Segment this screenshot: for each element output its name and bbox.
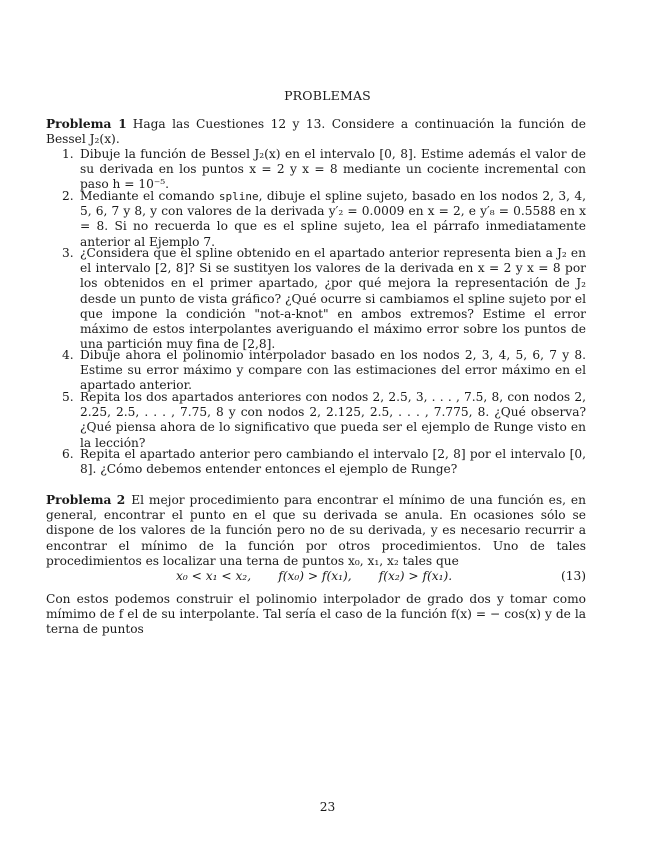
problem-2-continuation: Con estos podemos construir el polinomio interpolador de grado dos y tomar como mímimo de f el de su interpolante. Tal sería el caso de la función f(x) = − cos(x) y de la terna de puntos	[46, 592, 586, 637]
item-text: Dibuje la función de Bessel J₂(x) en el intervalo [0, 8]. Estime además el valor de su derivada en los puntos x = 2 y x = 8 mediante un cociente incremental con paso h = 10⁻⁵.	[80, 147, 586, 192]
command-name: spline	[218, 190, 259, 203]
page-number: 23	[319, 800, 336, 814]
item-text-after: , dibuje el spline sujeto, basado en los nodos 2, 3, 4, 5, 6, 7 y 8, y con valores de la derivada y′₂ = 0.0009 en x = 2, e y′₈ = 0.5588 en x = 8. Si no recuerda lo que es el spline sujeto, lea el párrafo inmediatamente anterior al Ejemplo 7.	[80, 189, 586, 249]
equation-formula: x₀ < x₁ < x₂, f(x₀) > f(x₁), f(x₂) > f(x₁).	[176, 569, 453, 583]
problem-1-label: Problema 1	[46, 117, 127, 131]
item-number: 1.	[62, 147, 74, 161]
item-text: ¿Considera que el spline obtenido en el apartado anterior representa bien a J₂ en el intervalo [2, 8]? Si se sustityen los valores de la derivada en x = 2 y x = 8 por los obtenidos en el primer apartado, ¿por qué mejora la representación de J₂ desde un punto de vista gráfico? ¿Qué ocurre si cambiamos el spline sujeto por el que impone la condición "not-a-knot" en ambos extremos? Estime el error máximo de estos interpolantes averiguando el máximo error sobre los puntos de una partición muy fina de [2,8].	[80, 246, 586, 352]
list-item	[62, 147, 586, 193]
problem-2-label: Problema 2	[46, 493, 126, 507]
item-number: 2.	[62, 189, 74, 203]
equation-number: (13)	[560, 569, 586, 583]
item-number: 4.	[62, 348, 74, 362]
problem-2-paragraph	[46, 493, 586, 569]
list-item	[62, 246, 586, 352]
section-heading: PROBLEMAS	[284, 88, 371, 103]
problem-2-text: El mejor procedimiento para encontrar el mínimo de una función es, en general, encontrar el punto en el que su derivada se anula. En ocasiones sólo se dispone de los valores de la función pero no de su derivada, y es necesario recurrir a encontrar el mínimo de la función por otros procedimientos. Uno de tales procedimientos es localizar una terna de puntos x₀, x₁, x₂ tales que	[46, 493, 586, 568]
list-item	[62, 447, 586, 477]
list-item	[62, 189, 586, 250]
list-item	[62, 348, 586, 394]
item-text: Repita los dos apartados anteriores con nodos 2, 2.5, 3, . . . , 7.5, 8, con nodos 2, 2.25, 2.5, . . . , 7.75, 8 y con nodos 2, 2.125, 2.5, . . . , 7.775, 8. ¿Qué observa? ¿Qué piensa ahora de lo significativo que pueda ser el ejemplo de Runge visto en la lección?	[80, 390, 586, 450]
item-text: Dibuje ahora el polinomio interpolador basado en los nodos 2, 3, 4, 5, 6, 7 y 8. Estime su error máximo y compare con las estimaciones del error máximo en el apartado anterior.	[80, 348, 586, 393]
item-number: 3.	[62, 246, 74, 260]
list-item	[62, 390, 586, 451]
item-number: 5.	[62, 390, 74, 404]
problem-1-intro	[46, 117, 586, 147]
problem-1-intro-text: Haga las Cuestiones 12 y 13. Considere a continuación la función de Bessel J₂(x).	[46, 117, 587, 147]
item-text-before: Mediante el comando	[80, 189, 215, 203]
item-text: Repita el apartado anterior pero cambiando el intervalo [2, 8] por el intervalo [0, 8]. ¿Cómo debemos entender entonces el ejemplo de Runge?	[80, 447, 586, 477]
item-number: 6.	[62, 447, 74, 461]
